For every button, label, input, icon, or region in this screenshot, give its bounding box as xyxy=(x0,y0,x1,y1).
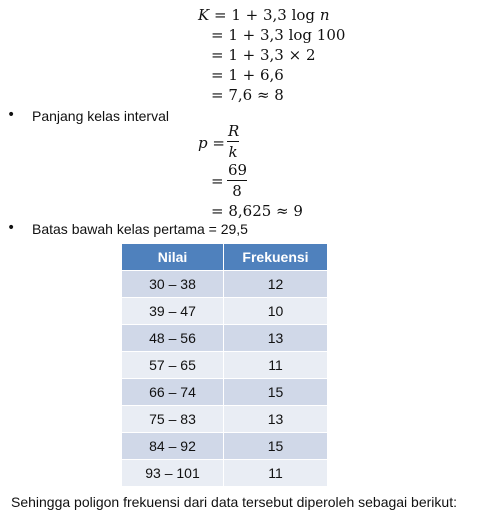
fraction-numerator-r: R xyxy=(228,122,240,140)
cell-frekuensi: 13 xyxy=(224,406,328,433)
panjang-kelas-label: Panjang kelas interval xyxy=(32,108,169,124)
p-formula-lhs xyxy=(198,134,225,152)
cell-frekuensi: 15 xyxy=(224,379,328,406)
table-row xyxy=(122,433,328,460)
cell-nilai: 57 – 65 xyxy=(122,352,224,379)
n-variable: n xyxy=(319,6,330,24)
p-equals: = xyxy=(212,134,225,152)
frequency-table xyxy=(121,243,328,487)
k-variable: K xyxy=(198,6,210,24)
cell-frekuensi: 11 xyxy=(224,352,328,379)
k-formula-line5: = 7,6 ≈ 8 xyxy=(211,86,284,104)
table-row xyxy=(122,379,328,406)
fraction-bar xyxy=(227,141,239,142)
cell-frekuensi: 13 xyxy=(224,325,328,352)
cell-nilai: 66 – 74 xyxy=(122,379,224,406)
fraction-r-over-k xyxy=(227,122,239,161)
table-row xyxy=(122,406,328,433)
cell-frekuensi: 15 xyxy=(224,433,328,460)
table-header-row xyxy=(122,244,328,271)
header-frekuensi: Frekuensi xyxy=(224,244,328,271)
p-equals-2: = xyxy=(211,172,224,190)
fraction-denominator-k: k xyxy=(228,143,238,161)
cell-nilai: 84 – 92 xyxy=(122,433,224,460)
p-result: = 8,625 ≈ 9 xyxy=(211,202,303,220)
cell-frekuensi: 12 xyxy=(224,271,328,298)
header-nilai: Nilai xyxy=(122,244,224,271)
table-row xyxy=(122,325,328,352)
fraction-bar xyxy=(227,180,247,181)
k-formula-rhs: = 1 + 3,3 log xyxy=(214,6,316,24)
fraction-numerator-69: 69 xyxy=(228,161,248,179)
cell-frekuensi: 11 xyxy=(224,460,328,487)
fraction-denominator-8: 8 xyxy=(232,182,242,200)
cell-nilai: 93 – 101 xyxy=(122,460,224,487)
cell-nilai: 30 – 38 xyxy=(122,271,224,298)
k-formula-line4: = 1 + 6,6 xyxy=(211,66,284,84)
table-row xyxy=(122,298,328,325)
cell-nilai: 75 – 83 xyxy=(122,406,224,433)
cell-nilai: 39 – 47 xyxy=(122,298,224,325)
bullet-batas: • xyxy=(7,220,16,236)
k-formula-line1 xyxy=(198,6,330,24)
table-row xyxy=(122,352,328,379)
bullet-panjang: • xyxy=(7,107,16,123)
table-row xyxy=(122,460,328,487)
k-formula-line3: = 1 + 3,3 × 2 xyxy=(211,46,316,64)
cell-frekuensi: 10 xyxy=(224,298,328,325)
k-formula-line2: = 1 + 3,3 log 100 xyxy=(211,26,346,44)
cell-nilai: 48 – 56 xyxy=(122,325,224,352)
conclusion-text: Sehingga poligon frekuensi dari data tersebut diperoleh sebagai berikut: xyxy=(11,494,457,510)
table-row xyxy=(122,271,328,298)
p-variable: p xyxy=(198,134,208,152)
fraction-69-over-8 xyxy=(227,161,247,200)
batas-bawah-label: Batas bawah kelas pertama = 29,5 xyxy=(32,221,248,237)
